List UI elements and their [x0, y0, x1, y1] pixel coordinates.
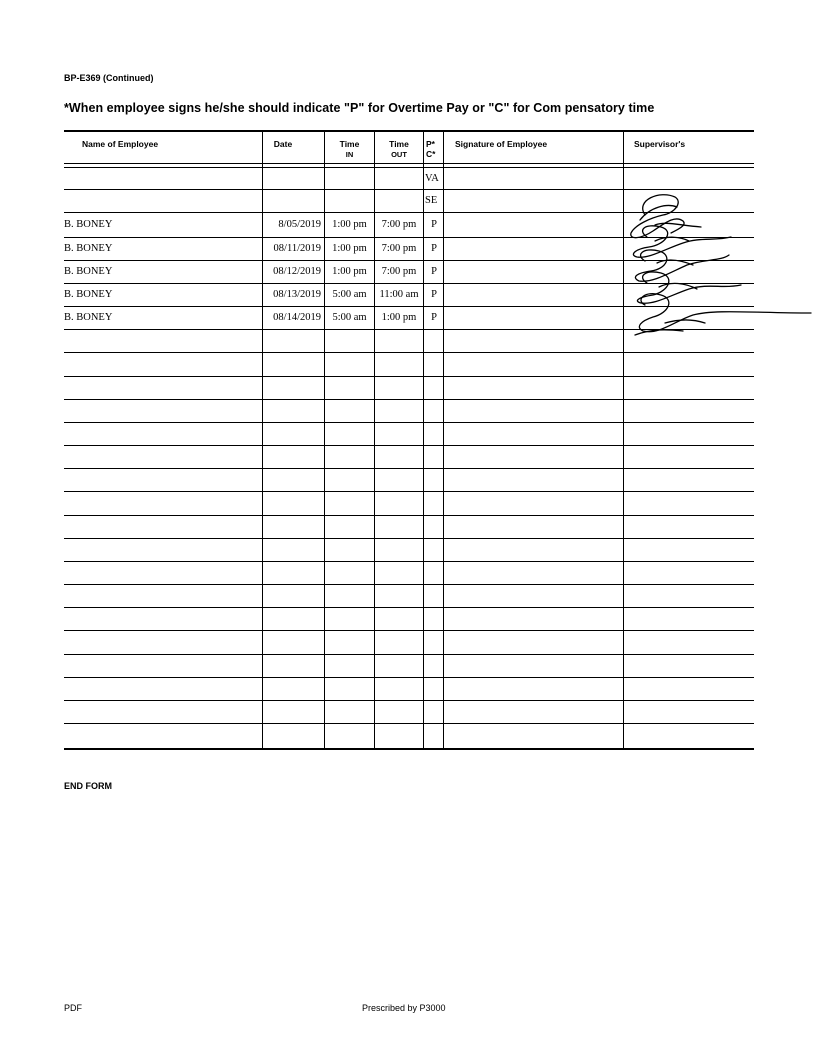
row-time-in: 1:00 pm	[332, 243, 367, 254]
header-time-out-line2: OUT	[391, 150, 407, 159]
header-time-in-line2: IN	[345, 150, 354, 159]
row-pc: P	[431, 219, 437, 230]
header-time-in	[325, 139, 374, 160]
row-time-out: 7:00 pm	[381, 243, 417, 254]
partial-mark: VA	[425, 173, 439, 184]
header-pc	[426, 139, 435, 159]
row-time-in: 5:00 am	[332, 289, 367, 300]
footer-left: PDF	[64, 1003, 82, 1013]
row-rule	[64, 491, 754, 492]
header-time-out	[375, 139, 423, 160]
row-date: 08/12/2019	[273, 266, 321, 277]
row-pc: P	[431, 289, 437, 300]
row-name: B. BONEY	[64, 266, 113, 277]
row-rule	[64, 538, 754, 539]
row-name: B. BONEY	[64, 243, 113, 254]
row-rule	[64, 723, 754, 724]
row-rule	[64, 630, 754, 631]
header-pc-line1: P*	[426, 139, 435, 149]
table-top-border	[64, 130, 754, 132]
row-rule	[64, 700, 754, 701]
header-supervisor: Supervisor's	[634, 139, 686, 149]
row-name: B. BONEY	[64, 219, 113, 230]
row-rule	[64, 654, 754, 655]
row-date: 08/13/2019	[273, 289, 321, 300]
row-rule	[64, 445, 754, 446]
row-rule	[64, 584, 754, 585]
row-time-out: 1:00 pm	[381, 312, 417, 323]
header-name: Name of Employee	[82, 139, 159, 149]
row-date: 08/11/2019	[273, 243, 321, 254]
row-name: B. BONEY	[64, 289, 113, 300]
row-time-out: 7:00 pm	[381, 266, 417, 277]
row-pc: P	[431, 243, 437, 254]
header-date: Date	[273, 139, 293, 149]
instruction-text: *When employee signs he/she should indicate "P" for Overtime Pay or "C" for Com pensatory time	[64, 101, 655, 115]
row-rule	[64, 352, 754, 353]
header-time-in-line1: Time	[339, 139, 360, 149]
row-time-in: 5:00 am	[332, 312, 367, 323]
row-pc: P	[431, 266, 437, 277]
header-time-out-line1: Time	[389, 139, 409, 149]
row-rule	[64, 561, 754, 562]
row-time-out: 11:00 am	[379, 289, 419, 300]
row-date: 08/14/2019	[273, 312, 321, 323]
row-rule	[64, 607, 754, 608]
partial-mark: SE	[425, 195, 438, 206]
header-signature: Signature of Employee	[455, 139, 548, 149]
row-rule	[64, 515, 754, 516]
row-date: 8/05/2019	[278, 219, 321, 230]
row-rule	[64, 468, 754, 469]
row-name: B. BONEY	[64, 312, 113, 323]
table-bottom-border	[64, 748, 754, 750]
row-time-in: 1:00 pm	[332, 266, 367, 277]
supervisor-signature	[605, 185, 813, 350]
row-time-out: 7:00 pm	[381, 219, 417, 230]
row-rule	[64, 376, 754, 377]
header-rule-2	[64, 167, 754, 168]
row-pc: P	[431, 312, 437, 323]
footer-center: Prescribed by P3000	[362, 1003, 446, 1013]
header-pc-line2: C*	[426, 149, 436, 159]
end-form-label: END FORM	[64, 781, 112, 791]
form-code: BP-E369 (Continued)	[64, 73, 154, 83]
row-rule	[64, 422, 754, 423]
row-rule	[64, 399, 754, 400]
row-time-in: 1:00 pm	[332, 219, 367, 230]
row-rule	[64, 677, 754, 678]
header-rule-1	[64, 163, 754, 164]
